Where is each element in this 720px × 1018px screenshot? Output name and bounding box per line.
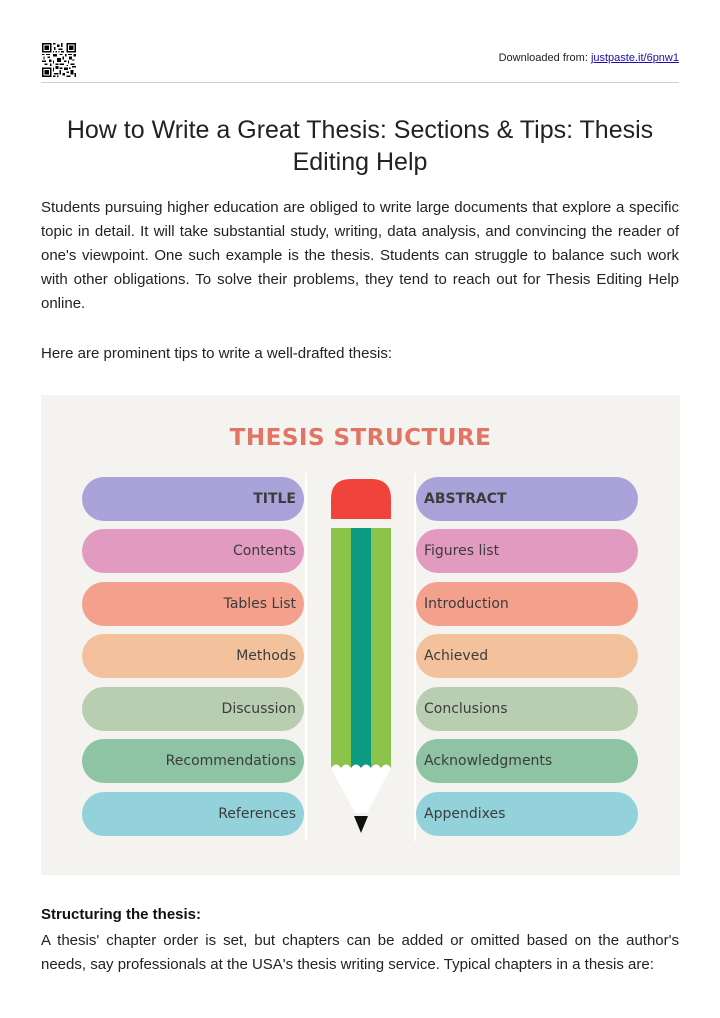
pencil-lead [354,816,368,833]
pencil-icon [325,477,397,843]
pencil-tip-wood [331,765,391,814]
left-item-7: References [82,792,304,836]
tips-intro-paragraph: Here are prominent tips to write a well-drafted thesis: [41,345,392,362]
source-link[interactable]: justpaste.it/6pnw1 [590,52,679,64]
pencil-stripe-left [331,528,351,768]
intro-paragraph: Students pursuing higher education are obliged to write large documents that explore a specific topic in detail. It will take substantial study, writing, data analysis, and convincing the reader of one's viewpoint. One such example is the thesis. Students can struggle to balance such work with other obligations. To solve their problems, they tend to reach out for Thesis Editing Help online. [41,199,679,312]
left-divider [305,473,307,841]
section-paragraph: A thesis' chapter order is set, but chapters can be added or omitted based on the author's needs, say professionals at the USA's thesis writing service. Typical chapters in a thesis are: [41,932,679,973]
right-item-3: Introduction [416,582,638,626]
section-heading: Structuring the thesis: [41,906,202,923]
download-source [499,52,679,64]
left-item-1: TITLE [82,477,304,521]
pencil-stripe-center [351,528,371,768]
right-divider [414,473,416,841]
infographic-title: THESIS STRUCTURE [229,425,492,451]
left-item-5: Discussion [82,687,304,731]
header-divider [41,82,679,83]
right-item-7: Appendixes [416,792,638,836]
right-item-1: ABSTRACT [416,477,638,521]
thesis-structure-infographic [41,395,680,875]
right-item-4: Achieved [416,634,638,678]
left-item-4: Methods [82,634,304,678]
downloaded-from-label: Downloaded from: [498,52,591,64]
page-title: How to Write a Great Thesis: Sections & Tips: Thesis Editing Help [66,116,654,176]
right-item-6: Acknowledgments [416,739,638,783]
left-item-3: Tables List [82,582,304,626]
pencil-eraser [331,479,391,519]
left-item-6: Recommendations [82,739,304,783]
pencil-stripe-right [371,528,391,768]
right-item-2: Figures list [416,529,638,573]
left-item-2: Contents [82,529,304,573]
right-item-5: Conclusions [416,687,638,731]
qr-code-icon [42,43,76,77]
